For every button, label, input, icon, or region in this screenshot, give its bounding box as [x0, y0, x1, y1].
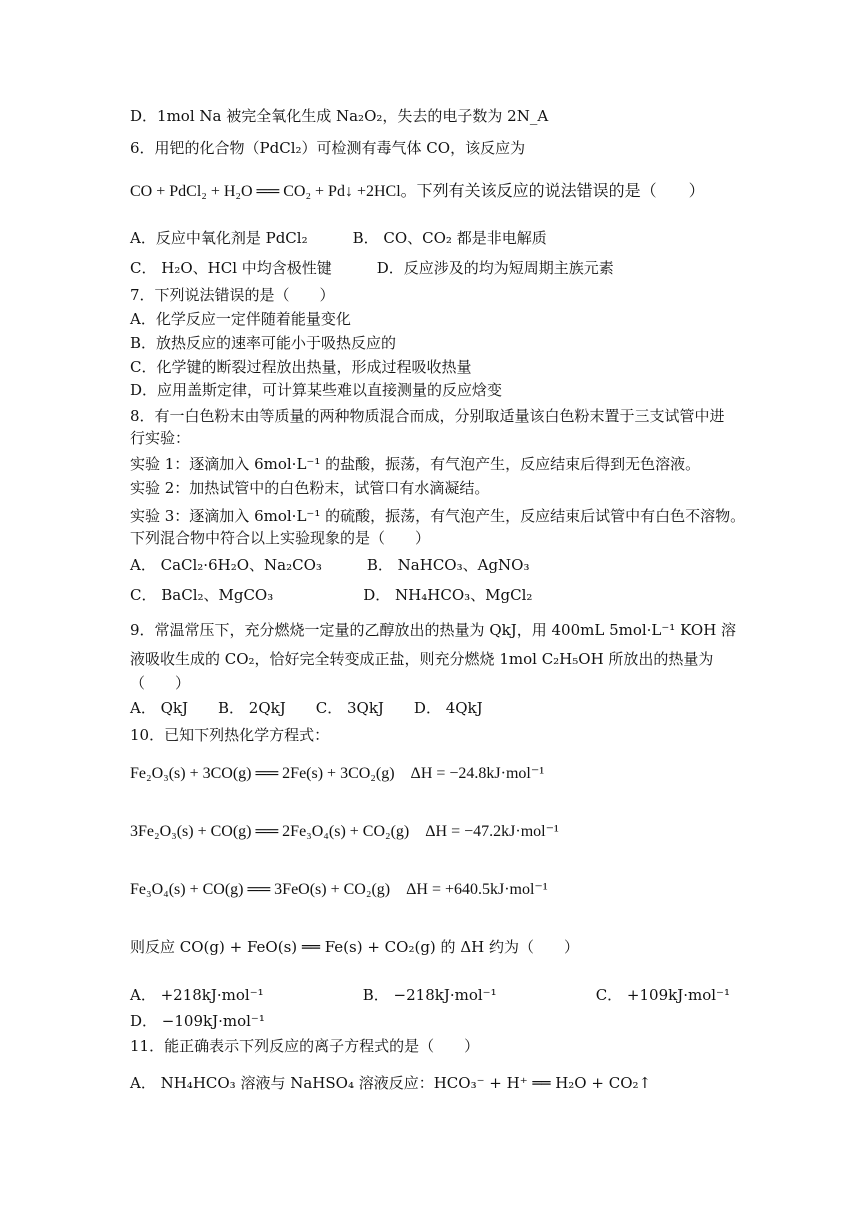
q10-equation-1: Fe₂O₃(s) + 3CO(g) ══ 2Fe(s) + 3CO₂(g) ΔH = −24.8kJ·mol⁻¹ [130, 765, 545, 782]
q9-answer-bracket: （ ） [130, 674, 191, 692]
q10-option-d: D． −109kJ·mol⁻¹ [130, 1012, 265, 1030]
q10-option-b: B． −218kJ·mol⁻¹ [362, 986, 497, 1004]
q8-experiment-2: 实验 2：加热试管中的白色粉末，试管口有水滴凝结。 [130, 479, 490, 497]
q6-equation: CO + PdCl₂ + H₂O ══ CO₂ + Pd↓ +2HCl。下列有关该反应的说法错误的是（ ） [130, 183, 705, 200]
q9-stem-cont: 液吸收生成的 CO₂，恰好完全转变成正盐，则充分燃烧 1mol C₂H₅OH 所放出的热量为 [130, 650, 714, 668]
q10-options-abc [130, 985, 730, 1005]
q7-option-d: D．应用盖斯定律，可计算某些难以直接测量的反应焓变 [130, 381, 503, 399]
q8-options-cd: C． BaCl₂、MgCO₃ D． NH₄HCO₃、MgCl₂ [130, 586, 533, 604]
q10-option-c: C． +109kJ·mol⁻¹ [595, 986, 730, 1004]
q11-stem: 11．能正确表示下列反应的离子方程式的是（ ） [130, 1037, 480, 1055]
q11-option-a: A． NH₄HCO₃ 溶液与 NaHSO₄ 溶液反应：HCO₃⁻ + H⁺ ══ H₂O + CO₂↑ [130, 1074, 652, 1092]
q6-options-cd: C． H₂O、HCl 中均含极性键 D．反应涉及的均为短周期主族元素 [130, 259, 614, 277]
q10-question: 则反应 CO(g) + FeO(s) ══ Fe(s) + CO₂(g) 的 ΔH 约为（ ） [130, 938, 579, 956]
q10-option-a: A． +218kJ·mol⁻¹ [130, 986, 264, 1004]
q9-stem: 9．常温常压下，充分燃烧一定量的乙醇放出的热量为 QkJ，用 400mL 5mol·L⁻¹ KOH 溶 [130, 621, 737, 639]
q8-options-ab: A． CaCl₂·6H₂O、Na₂CO₃ B． NaHCO₃、AgNO₃ [130, 556, 530, 574]
q8-experiment-3: 实验 3：逐滴加入 6mol·L⁻¹ 的硫酸，振荡，有气泡产生，反应结束后试管中有白色不溶物。 [130, 507, 746, 525]
q9-options: A． QkJ B． 2QkJ C． 3QkJ D． 4QkJ [130, 699, 483, 717]
q8-question: 下列混合物中符合以上实验现象的是（ ） [130, 529, 431, 547]
q10-stem: 10．已知下列热化学方程式： [130, 726, 330, 744]
q7-stem: 7．下列说法错误的是（ ） [130, 286, 335, 304]
q8-experiment-1: 实验 1：逐滴加入 6mol·L⁻¹ 的盐酸，振荡，有气泡产生，反应结束后得到无色溶液。 [130, 455, 701, 473]
q8-stem-cont: 行实验： [130, 429, 191, 447]
q8-stem: 8．有一白色粉末由等质量的两种物质混合而成，分别取适量该白色粉末置于三支试管中进 [130, 407, 725, 425]
q6-stem: 6．用钯的化合物（PdCl₂）可检测有毒气体 CO，该反应为 [130, 139, 526, 157]
q7-option-b: B．放热反应的速率可能小于吸热反应的 [130, 334, 397, 352]
q6-options-ab: A．反应中氧化剂是 PdCl₂ B． CO、CO₂ 都是非电解质 [130, 229, 547, 247]
q7-option-c: C．化学键的断裂过程放出热量，形成过程吸收热量 [130, 358, 472, 376]
q7-option-a: A．化学反应一定伴随着能量变化 [130, 310, 351, 328]
q10-equation-3: Fe₃O₄(s) + CO(g) ══ 3FeO(s) + CO₂(g) ΔH = +640.5kJ·mol⁻¹ [130, 881, 548, 898]
q5-option-d: D．1mol Na 被完全氧化生成 Na₂O₂，失去的电子数为 2N_A [130, 107, 549, 125]
q10-equation-2: 3Fe₂O₃(s) + CO(g) ══ 2Fe₃O₄(s) + CO₂(g) ΔH = −47.2kJ·mol⁻¹ [130, 823, 559, 840]
